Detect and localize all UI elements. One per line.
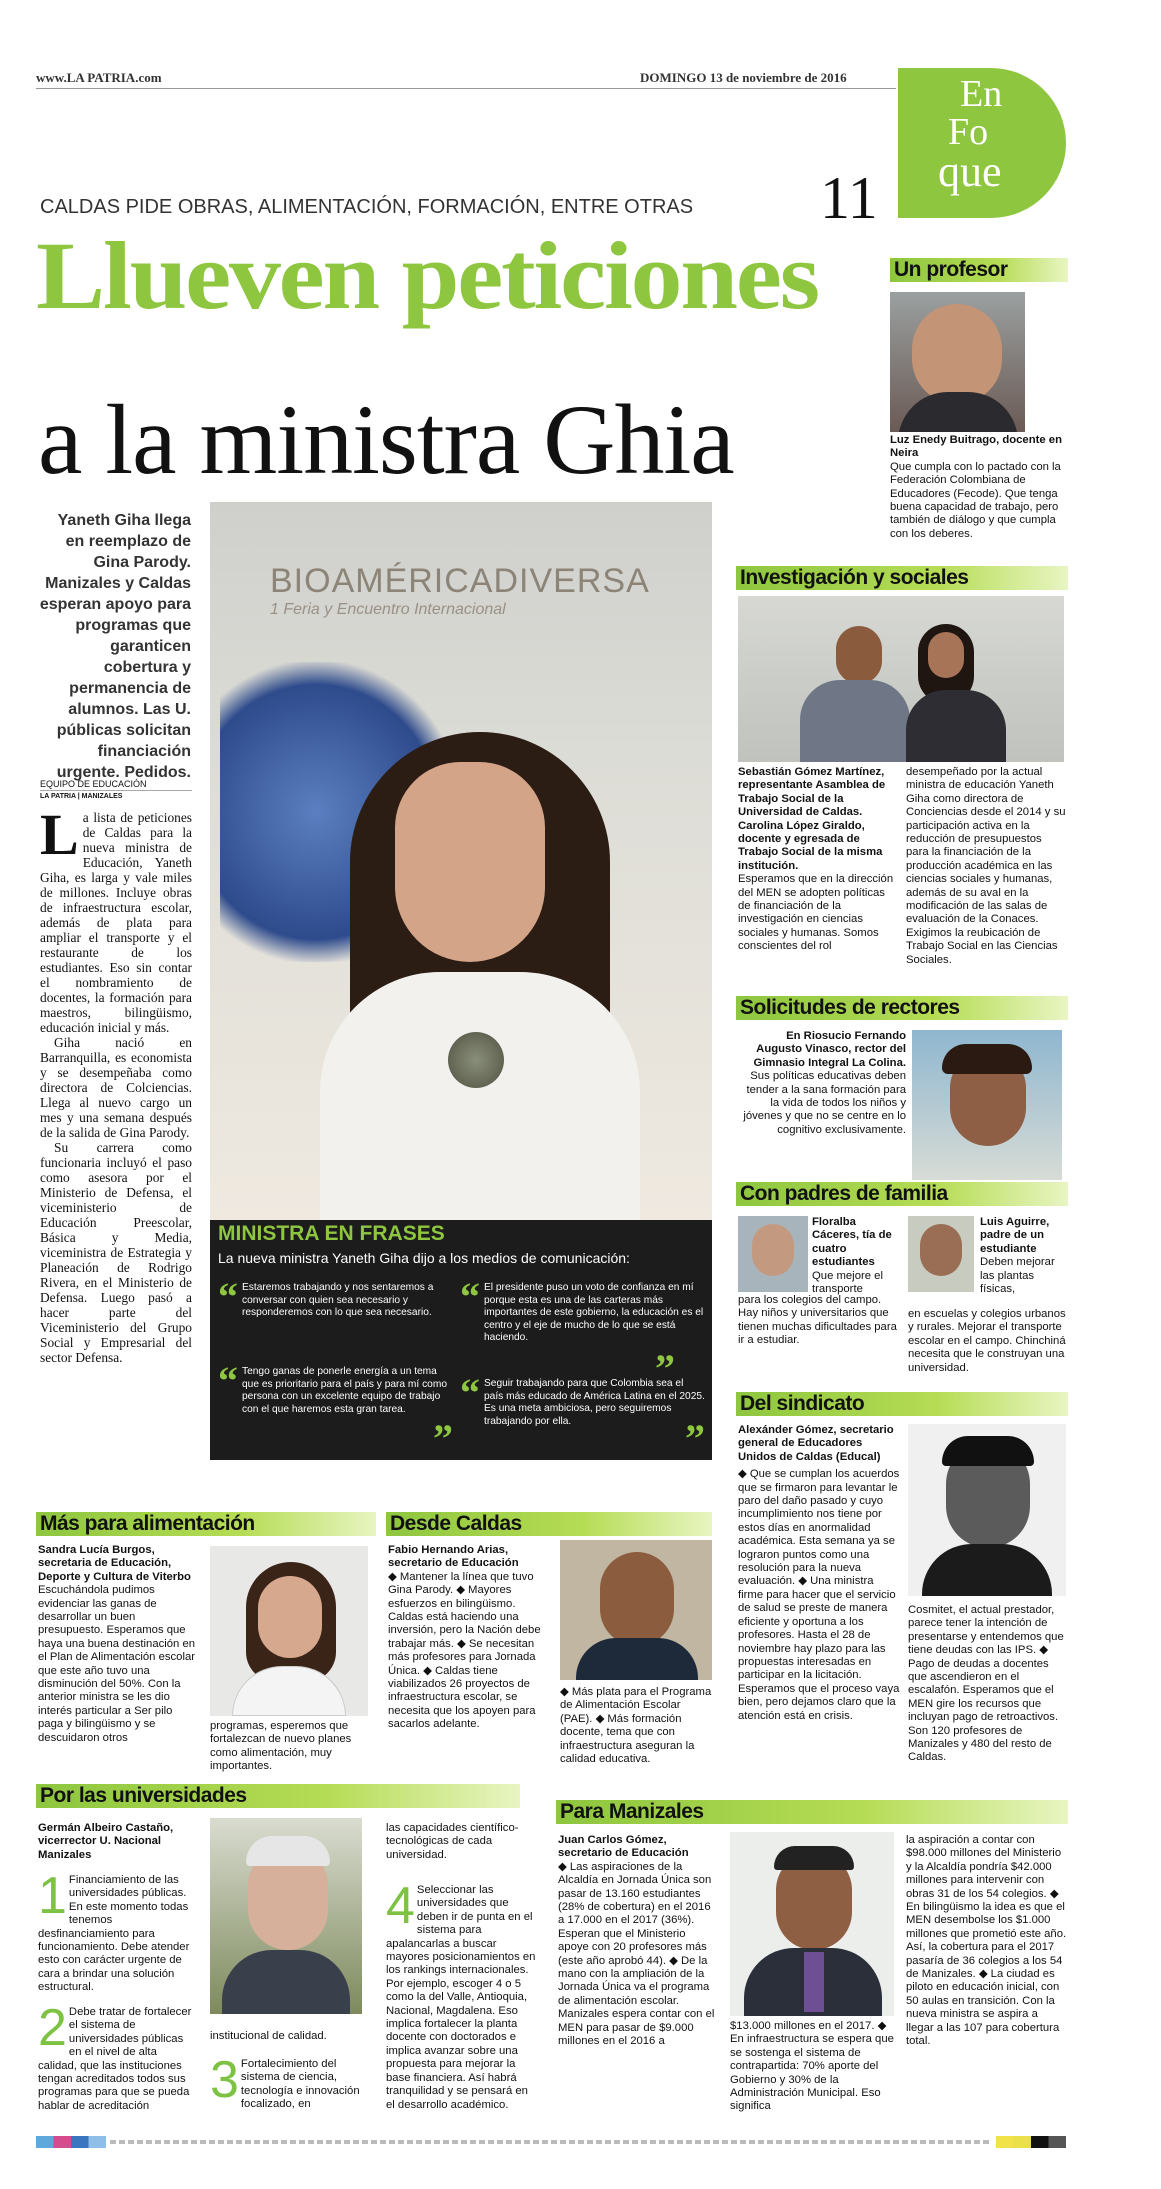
byline-outlet: LA PATRIA | MANIZALES <box>40 793 123 800</box>
padre-2-name <box>980 1216 1066 1296</box>
quote-3: “ Tengo ganas de ponerle energía a un tema que es prioritario para el país y para mí como persona con un excelente equipo de trabajo con el que haremos esta gran tarea. ” <box>218 1358 453 1461</box>
section-header-profesor <box>890 258 1068 282</box>
necklace <box>448 1032 504 1088</box>
frases-subtitle: La nueva ministra Yaneth Giha dijo a los medios de comunicación: <box>218 1250 630 1266</box>
rectores-quote <box>738 1030 906 1137</box>
photo-padre-2 <box>908 1216 974 1292</box>
profesor-quote <box>890 434 1066 541</box>
universidades-name <box>38 1822 198 1862</box>
section-title: Para Manizales <box>560 1800 704 1823</box>
section-title: Solicitudes de rectores <box>740 996 960 1019</box>
padre-1-name-text: Floralba Cáceres, tía de cuatro estudiantes <box>812 1216 892 1269</box>
manizales-name: Juan Carlos Gómez, secretario de Educación <box>558 1834 689 1860</box>
universidades-item-4 <box>386 1877 538 2112</box>
padre-1-name <box>812 1216 902 1296</box>
sindicato-name: Alexánder Gómez, secretario general de Educadores Unidos de Caldas (Educal) <box>738 1424 894 1463</box>
padre-1-text-a: Que mejore el transporte <box>812 1269 883 1296</box>
section-title: Investigación y sociales <box>740 566 969 589</box>
photo-profesor <box>890 292 1025 432</box>
section-title: Un profesor <box>894 258 1008 281</box>
footer-rule <box>110 2140 990 2144</box>
section-header-caldas <box>386 1512 712 1536</box>
byline <box>40 778 192 803</box>
header-rule <box>36 88 896 89</box>
quote-1-text: Estaremos trabajando y nos sentaremos a conversar con quien sea necesario y responderemos con lo que sea necesario. <box>242 1282 434 1318</box>
profesor-text: Que cumpla con lo pactado con la Federación Colombiana de Educadores (Fecode). Que tenga buena capacidad de trabajo, pero también de diálogo y que cumpla con los deberes. <box>890 460 1061 540</box>
footer-color-bar-left <box>36 2136 106 2148</box>
quote-2-text: El presidente puso un voto de confianza en mí porque esta es una de las carteras más importantes de este gobierno, la educación es el centro y el eje de mucho de lo que se está haciendo. <box>484 1282 704 1343</box>
section-header-alimentacion <box>36 1512 376 1536</box>
universidades-item-3 <box>210 2051 370 2112</box>
body-paragraph-1: a lista de peticiones de Caldas para la nueva ministra de Educación, Yaneth Giha, es larga y vale miles de millones. Incluye obras de infraestructura escolar, además de plata para ampliar el transporte y el restaurante de los estudiantes. Eso sin contar el nombramiento de docentes, la formación para maestros, bilingüismo, educación inicial y más. <box>40 810 192 1035</box>
photo-investigacion <box>738 596 1064 762</box>
item-number: 3 <box>210 2051 239 2109</box>
caldas-col-1 <box>388 1544 548 1732</box>
item-number: 2 <box>38 1999 67 2057</box>
alimentacion-name: Sandra Lucía Burgos, secretaria de Educación, Deporte y Cultura de Viterbo <box>38 1544 191 1583</box>
rectores-text: Sus políticas educativas deben tender a la sana formación para la vida de todos los niños y jóvenes y que no se centre en lo cognitivo exclusivamente. <box>743 1070 906 1136</box>
rectores-place: En Riosucio <box>786 1030 852 1042</box>
photo-sindicato <box>908 1424 1066 1596</box>
universidades-cont-2: las capacidades científico-tecnológicas de cada universidad. <box>386 1822 519 1861</box>
investigacion-text-1: Esperamos que en la dirección del MEN se adopten políticas de financiación de la investigación en ciencias sociales y humanas. Somos conscientes del rol <box>738 873 894 953</box>
lead-paragraph: Yaneth Giha llega en reemplazo de Gina Parody. Manizales y Caldas esperan apoyo para programas que garanticen cobertura y permanencia de alumnos. Las U. públicas solicitan financiación urgente. Pedidos. <box>39 512 191 781</box>
photo-padre-1 <box>738 1216 808 1292</box>
banner-line-1: BIOAMÉRICADIVERSA <box>270 562 650 600</box>
universidades-name-text: Germán Albeiro Castaño, vicerrector U. Nacional Manizales <box>38 1822 174 1861</box>
universidades-cont-1: institucional de calidad. <box>210 2030 327 2042</box>
quote-4: “ Seguir trabajando para que Colombia sea el país más educado de América Latina en el 2025. Es una meta ambiciosa, pero seguiremos trabajando por ella. ” <box>460 1370 705 1461</box>
section-header-manizales <box>556 1800 1068 1824</box>
investigacion-col-2: desempeñado por la actual ministra de educación Yaneth Giha como directora de Conciencias desde el 2014 y su participación activa en la reducción de presupuestos para la financiación de la producción académica en las ciencias sociales y humanas, además de su aval en la modificación de las salas de evaluación de la Conaces. Exigimos la reubicación de Trabajo Social en las Ciencias Sociales. <box>906 766 1066 966</box>
caldas-text-2: ◆ Más plata para el Programa de Alimentación Escolar (PAE). ◆ Más formación docente, tema que con infraestructura aseguran la calidad educativa. <box>560 1686 712 1766</box>
article-body <box>40 802 192 1365</box>
portrait-face <box>395 762 545 962</box>
issue-date: DOMINGO 13 de noviembre de 2016 <box>640 70 847 85</box>
photo-caldas <box>560 1540 712 1680</box>
item-number: 1 <box>38 1867 67 1925</box>
section-header-universidades <box>36 1784 520 1808</box>
section-header-investigacion <box>736 566 1068 590</box>
quote-2: “ El presidente puso un voto de confianza en mí porque esta es una de las carteras más importantes de este gobierno, la educación es el centro y el eje de mucho de lo que se está haciendo. ” <box>460 1274 704 1391</box>
banner-text <box>270 562 650 619</box>
caldas-name: Fabio Hernando Arias, secretario de Educación <box>388 1544 519 1570</box>
section-title: Con padres de familia <box>740 1182 948 1205</box>
quote-1: “ Estaremos trabajando y nos sentaremos a conversar con quien sea necesario y responderemos con lo que sea necesario. <box>218 1282 453 1320</box>
photo-rector <box>912 1030 1062 1180</box>
investigacion-col-1 <box>738 766 898 954</box>
kicker: CALDAS PIDE OBRAS, ALIMENTACIÓN, FORMACIÓN, ENTRE OTRAS <box>40 196 694 218</box>
site-url[interactable]: www.LA PATRIA.com <box>36 70 162 85</box>
quote-4-text: Seguir trabajando para que Colombia sea el país más educado de América Latina en el 2025. Es una meta ambiciosa, pero seguiremos trabajando por ella. <box>484 1378 705 1427</box>
frases-box <box>210 1220 712 1460</box>
sindicato-col-1 <box>738 1424 900 1723</box>
alimentacion-text-2: programas, esperemos que fortalezcan de nuevo planes como alimentación, muy importantes. <box>210 1720 352 1773</box>
padre-1-text-b: para los colegios del campo. Hay niños y universitarios que tienen muchas dificultades para ir a estudiar. <box>738 1294 897 1347</box>
portrait-shirt <box>320 972 640 1220</box>
photo-universidades <box>210 1818 362 2014</box>
alimentacion-col-1 <box>38 1544 198 1745</box>
banner-line-2: 1 Feria y Encuentro Internacional <box>270 601 506 618</box>
manizales-col-2: $13.000 millones en el 2017. ◆ En infraestructura se espera que se sostenga el sistema de contrapartida: 70% aporte del Gobierno y 30% de la Administración Municipal. Eso significa <box>730 2020 894 2113</box>
section-title: Por las universidades <box>40 1784 247 1807</box>
manizales-col-3: la aspiración a contar con $98.000 millones del Ministerio y la Alcaldía pondría $42.000 millones para intervenir con obras 31 de los 54 colegios. ◆ En bilingüismo la idea es que el MEN desembolse los $1.000 millones que prometió este año. Así, la cobertura para el 2017 pasaría de 36 colegios a los 54 de Manizales. ◆ La ciudad es piloto en educación inicial, con 50 aulas en transición. Con la nueva ministra se aspira a llegar a las 107 para cobertura total. <box>906 1834 1067 2048</box>
universidades-item-2 <box>38 1999 198 2113</box>
sindicato-col-2: Cosmitet, el actual prestador, parece tener la intención de presentarse y entendemos que tiene deudas con las IPS. ◆ Pago de deudas a docentes que ascendieron en el escalafón. Esperamos que el MEN gire los recursos que incluyan pago de retroactivos. Son 120 profesores de Manizales y 480 del resto de Caldas. <box>908 1604 1064 1764</box>
padre-2-text-a: Deben mejorar las plantas físicas, <box>980 1256 1055 1296</box>
headline-line-2: a la ministra Ghia <box>38 384 734 495</box>
sindicato-text-1: ◆ Que se cumplan los acuerdos que se firmaron para levantar le paro del daño pasado y cuyo incumplimiento nos tiene por estos días en anormalidad académica. Esta semana ya se lograron puntos como una resolución para la nueva evaluación. ◆ Una ministra firme para hacer que el servicio de salud se preste de manera eficiente y oportuna a los profesores. Hasta el 28 de noviembre hay plazo para las propuestas interesadas en participar en la licitación. Esperamos que el proceso vaya bien, pero dejamos claro que la atención está en crisis. <box>738 1468 900 1722</box>
section-header-padres <box>736 1182 1068 1206</box>
universidades-item-1 <box>38 1867 198 1995</box>
main-photo <box>210 502 712 1220</box>
item-text: Seleccionar las universidades que deben ir de punta en el sistema para apalancarlas a buscar mayores posicionamientos en los rankings internacionales. Por ejemplo, escoger 4 o 5 como la del Valle, Antioquia, Nacional, Magdalena. Eso implica fortalecer la planta docente con doctorados e implica avanzar sobre una propuesta para mejorar la base financiera. Así habrá tranquilidad y se pensará en el desarrollo académico. <box>386 1884 536 2111</box>
caldas-text-1: ◆ Mantener la línea que tuvo Gina Parody. ◆ Mayores esfuerzos en bilingüismo. Caldas está haciendo una inversión, pero la Nación debe trabajar más. ◆ Se necesitan más profesores para Jornada Única. ◆ Caldas tiene viabilizados 26 proyectos de infraestructura escolar, se necesita que los apoyen para sacarlos adelante. <box>388 1570 541 1731</box>
enfoque-line-1: En <box>960 73 1003 115</box>
section-header-sindicato <box>736 1392 1068 1416</box>
section-title: Desde Caldas <box>390 1512 522 1535</box>
manizales-text-1: ◆ Las aspiraciones de la Alcaldía en Jornada Única son pasar de 13.160 estudiantes (28% de cobertura) en el 2016 a 17.000 en el 2017 (36%). Esperan que el Ministerio apoye con 20 profesores más (este año aprobó 44). ◆ De la mano con la ampliación de la Jornada Única va el programa de alimentación escolar. Manizales espera contar con el MEN para pasar de $9.000 millones en el 2016 a <box>558 1860 715 2048</box>
photo-manizales <box>730 1832 894 2016</box>
drop-cap: L <box>40 802 79 867</box>
section-title: Del sindicato <box>740 1392 865 1415</box>
frases-title: MINISTRA EN FRASES <box>218 1222 445 1245</box>
section-header-rectores <box>736 996 1068 1020</box>
byline-author: EQUIPO DE EDUCACIÓN <box>40 778 192 791</box>
headline-line-1: Llueven peticiones <box>36 222 818 329</box>
quote-3-text: Tengo ganas de ponerle energía a un tema que es prioritario para el país y para mí como persona con un excelente equipo de trabajo con el que haremos esta gran tarea. <box>242 1366 447 1415</box>
photo-alimentacion <box>210 1546 368 1716</box>
body-paragraph-3: Su carrera como funcionaria incluyó el paso como asesora por el Ministerio de Defensa, el viceministerio de Educación Preescolar, Básica y Media, viceministra de Estrategia y Planeación de Rodrigo Rivera, en el Ministerio de Defensa. Luego pasó a hacer parte del Viceministerio del Grupo Social y Empresarial del sector Defensa. <box>40 1140 192 1365</box>
item-text: Fortalecimiento del sistema de ciencia, tecnología e innovación focalizado, en <box>240 2058 360 2111</box>
manizales-col-1 <box>558 1834 718 2049</box>
enfoque-line-2: Fo <box>948 111 989 153</box>
padre-2-text-b: en escuelas y colegios urbanos y rurales. Mejorar el transporte escolar en el campo. Chinchiná necesita que le construyan una universidad. <box>908 1308 1066 1374</box>
footer-color-bar-right <box>996 2136 1066 2148</box>
alimentacion-text-1: Escuchándola pudimos evidenciar las ganas de desarrollar un buen presupuesto. Esperamos que haya una buena destinación en el Plan de Alimentación escolar que este año tuvo una disminución del 50%. Con la anterior ministra se les dio interés particular a Ser pilo paga y bilingüismo y se descuidaron otros <box>38 1584 196 1744</box>
padre-2-name-text: Luis Aguirre, padre de un estudiante <box>980 1216 1050 1255</box>
enfoque-line-3: que <box>938 147 1002 196</box>
investigacion-names: Sebastián Gómez Martínez, representante Asamblea de Trabajo Social de la Universidad de Caldas. Carolina López Giraldo, docente y egresada de Trabajo Social de la misma institución. <box>738 766 886 872</box>
rectores-name: Fernando Augusto Vinasco, rector del Gimnasio Integral La Colina. <box>753 1030 906 1069</box>
item-number: 4 <box>386 1877 415 1935</box>
enfoque-badge <box>898 68 1066 218</box>
profesor-name: Luz Enedy Buitrago, docente en Neira <box>890 434 1062 460</box>
section-title: Más para alimentación <box>40 1512 255 1535</box>
item-text: Financiamiento de las universidades públicas. En este momento todas tenemos desfinanciamiento para funcionamiento. Debe atender esto con carácter urgente de cara a brindar una solución estructural. <box>38 1874 190 1994</box>
item-text: Debe tratar de fortalecer el sistema de universidades públicas en el nivel de alta calidad, que las instituciones tengan acreditados todos sus programas para que se pueda hablar de acreditación <box>38 2006 192 2112</box>
body-paragraph-2: Giha nació en Barranquilla, es economista y se desempeñaba como directora de Colciencias. Llega al nuevo cargo un mes y una semana después de la salida de Gina Parody. <box>40 1035 192 1140</box>
page-number: 11 <box>820 165 878 231</box>
